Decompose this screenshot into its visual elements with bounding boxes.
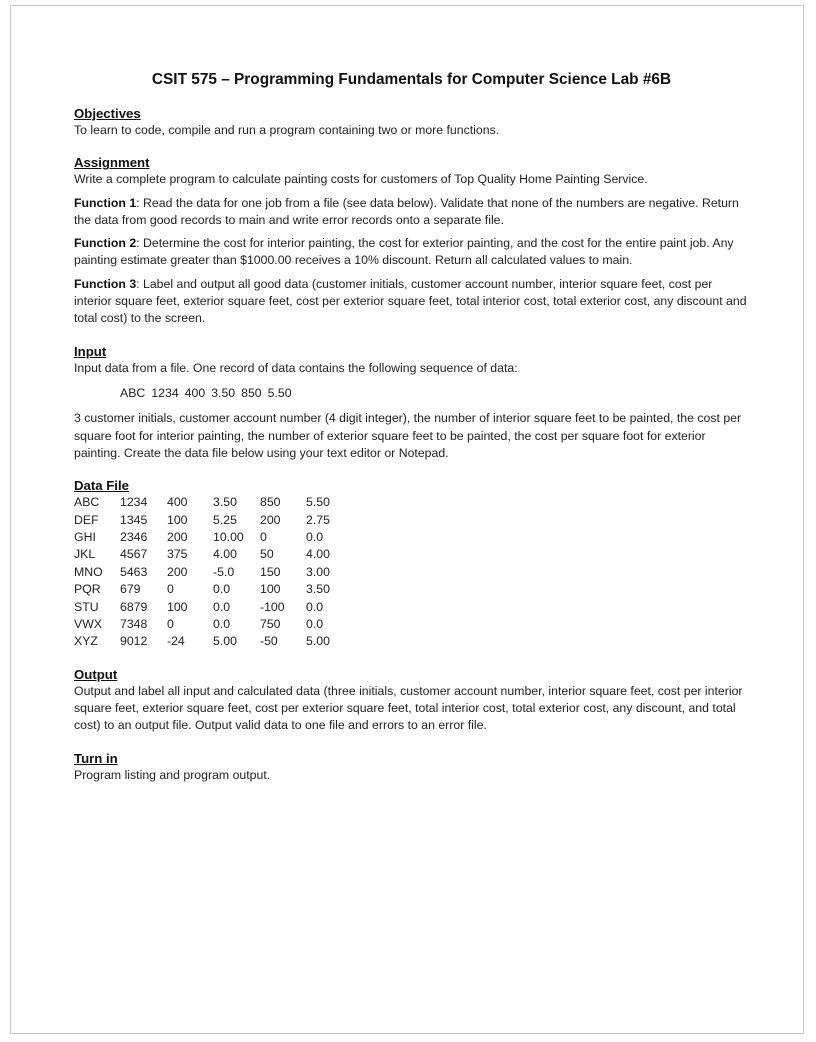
table-cell: GHI xyxy=(74,529,96,544)
table-cell: 0.0 xyxy=(213,599,231,614)
table-cell: 375 xyxy=(167,547,188,562)
table-cell: 4.00 xyxy=(306,547,330,562)
table-cell: 0 xyxy=(167,617,174,631)
table-row xyxy=(74,529,352,546)
table-cell: 100 xyxy=(167,512,188,527)
table-cell: 4.00 xyxy=(213,547,237,562)
function-3-text: : Label and output all good data (customer initials, customer account number, interior square feet, cost per interior square feet, exterior square feet, cost per exterior square feet, total interior cost, total exterior cost, any discount and total cost) to the screen. xyxy=(74,276,747,326)
function-3-label: Function 3 xyxy=(74,276,137,291)
objectives-section xyxy=(74,105,749,139)
table-cell: 1234 xyxy=(120,495,148,510)
function-1-label: Function 1 xyxy=(74,195,137,210)
table-cell: 3.50 xyxy=(306,582,330,597)
table-cell: -50 xyxy=(260,634,278,649)
table-cell: 150 xyxy=(260,564,281,579)
table-cell: 1345 xyxy=(120,512,148,527)
table-cell: JKL xyxy=(74,547,96,562)
table-cell: XYZ xyxy=(74,634,98,649)
table-cell: -100 xyxy=(260,599,285,614)
table-cell: 9012 xyxy=(120,634,148,649)
sample-record xyxy=(120,385,749,402)
table-row xyxy=(74,494,352,511)
output-text: Output and label all input and calculated data (three initials, customer account number, interior square feet, cost per interior square feet, exterior square feet, cost per exterior square feet, total interior cost, total exterior cost, any discount, and total cost) to an output file. Output valid data to one file and errors to an error file. xyxy=(74,683,743,733)
assignment-intro: Write a complete program to calculate painting costs for customers of Top Quality Home Painting Service. xyxy=(74,172,648,187)
data-file-section xyxy=(74,477,749,651)
table-cell: 0.0 xyxy=(306,529,324,544)
function-2-label: Function 2 xyxy=(74,236,137,251)
table-cell: 850 xyxy=(260,495,281,510)
table-cell: 5.50 xyxy=(306,495,330,510)
sample-field: 850 xyxy=(241,385,262,400)
table-cell: 3.50 xyxy=(213,495,237,510)
data-file-heading: Data File xyxy=(74,478,129,494)
input-heading: Input xyxy=(74,343,107,359)
table-cell: ABC xyxy=(74,495,100,510)
table-cell: PQR xyxy=(74,582,101,597)
function-2-paragraph xyxy=(74,235,749,270)
table-cell: 750 xyxy=(260,617,281,631)
table-cell: STU xyxy=(74,599,99,614)
table-cell: 0.0 xyxy=(213,617,231,631)
table-row xyxy=(74,599,352,616)
function-3-paragraph xyxy=(74,276,749,328)
table-cell: 100 xyxy=(260,582,281,597)
table-row xyxy=(74,616,352,633)
input-description: 3 customer initials, customer account number (4 digit integer), the number of interior square feet to be painted, the cost per square foot for interior painting, the number of exterior square feet to be painted, the cost per square foot for exterior painting. Create the data file below using your text editor or Notepad. xyxy=(74,411,742,460)
output-heading: Output xyxy=(74,666,118,682)
table-cell: 7348 xyxy=(120,617,148,631)
table-cell: 5.00 xyxy=(306,634,330,649)
table-row xyxy=(74,564,352,581)
table-cell: 5463 xyxy=(120,564,148,579)
table-row xyxy=(74,546,352,563)
turn-in-text: Program listing and program output. xyxy=(74,767,271,782)
objectives-text: To learn to code, compile and run a program containing two or more functions. xyxy=(74,123,500,137)
function-2-text: : Determine the cost for interior painting, the cost for exterior painting, and the cost for the entire paint job. Any painting estimate greater than $1000.00 receives a 10% discount. Return all calculated values to main. xyxy=(74,236,734,268)
table-cell: -24 xyxy=(167,634,185,649)
turn-in-heading: Turn in xyxy=(74,750,118,766)
table-cell: 200 xyxy=(260,512,281,527)
table-row xyxy=(74,581,352,598)
document-title: CSIT 575 – Programming Fundamentals for Computer Science Lab #6B xyxy=(151,71,672,88)
table-cell: 200 xyxy=(167,564,188,579)
table-cell: 6879 xyxy=(120,599,148,614)
table-cell: 10.00 xyxy=(213,529,244,544)
output-section xyxy=(74,666,749,735)
table-row xyxy=(74,633,352,650)
turn-in-section xyxy=(74,750,749,784)
table-cell: DEF xyxy=(74,512,99,527)
table-row xyxy=(74,512,352,529)
assignment-heading: Assignment xyxy=(74,155,150,171)
table-cell: 0.0 xyxy=(213,582,231,597)
document-content xyxy=(74,70,749,799)
table-cell: 4567 xyxy=(120,547,148,562)
function-1-paragraph xyxy=(74,195,749,230)
table-cell: 5.25 xyxy=(213,512,237,527)
table-cell: 679 xyxy=(120,582,141,597)
sample-field: 400 xyxy=(184,385,206,400)
objectives-heading: Objectives xyxy=(74,106,141,121)
table-cell: VWX xyxy=(74,617,103,631)
table-cell: 0.0 xyxy=(306,617,324,631)
assignment-section xyxy=(74,154,749,327)
sample-field: 1234 xyxy=(151,385,179,400)
table-cell: 3.00 xyxy=(306,564,330,579)
table-cell: 2346 xyxy=(120,529,148,544)
table-cell: MNO xyxy=(74,564,103,579)
table-cell: 5.00 xyxy=(213,634,237,649)
table-cell: -5.0 xyxy=(213,564,235,579)
table-cell: 0 xyxy=(260,529,267,544)
table-cell: 400 xyxy=(167,495,188,510)
table-cell: 0.0 xyxy=(306,599,324,614)
sample-field: 3.50 xyxy=(211,385,236,400)
function-1-text: : Read the data for one job from a file (see data below). Validate that none of the numbers are negative. Return the data from good records to main and write error records onto a separate file. xyxy=(74,195,739,227)
input-intro: Input data from a file. One record of data contains the following sequence of data: xyxy=(74,360,518,375)
sample-field: 5.50 xyxy=(267,385,292,400)
table-cell: 2.75 xyxy=(306,512,330,527)
input-section xyxy=(74,343,749,462)
table-cell: 0 xyxy=(167,582,174,597)
table-cell: 100 xyxy=(167,599,188,614)
sample-field: ABC xyxy=(120,385,146,400)
table-cell: 50 xyxy=(260,547,274,562)
data-file-table xyxy=(74,494,352,651)
table-cell: 200 xyxy=(167,529,188,544)
